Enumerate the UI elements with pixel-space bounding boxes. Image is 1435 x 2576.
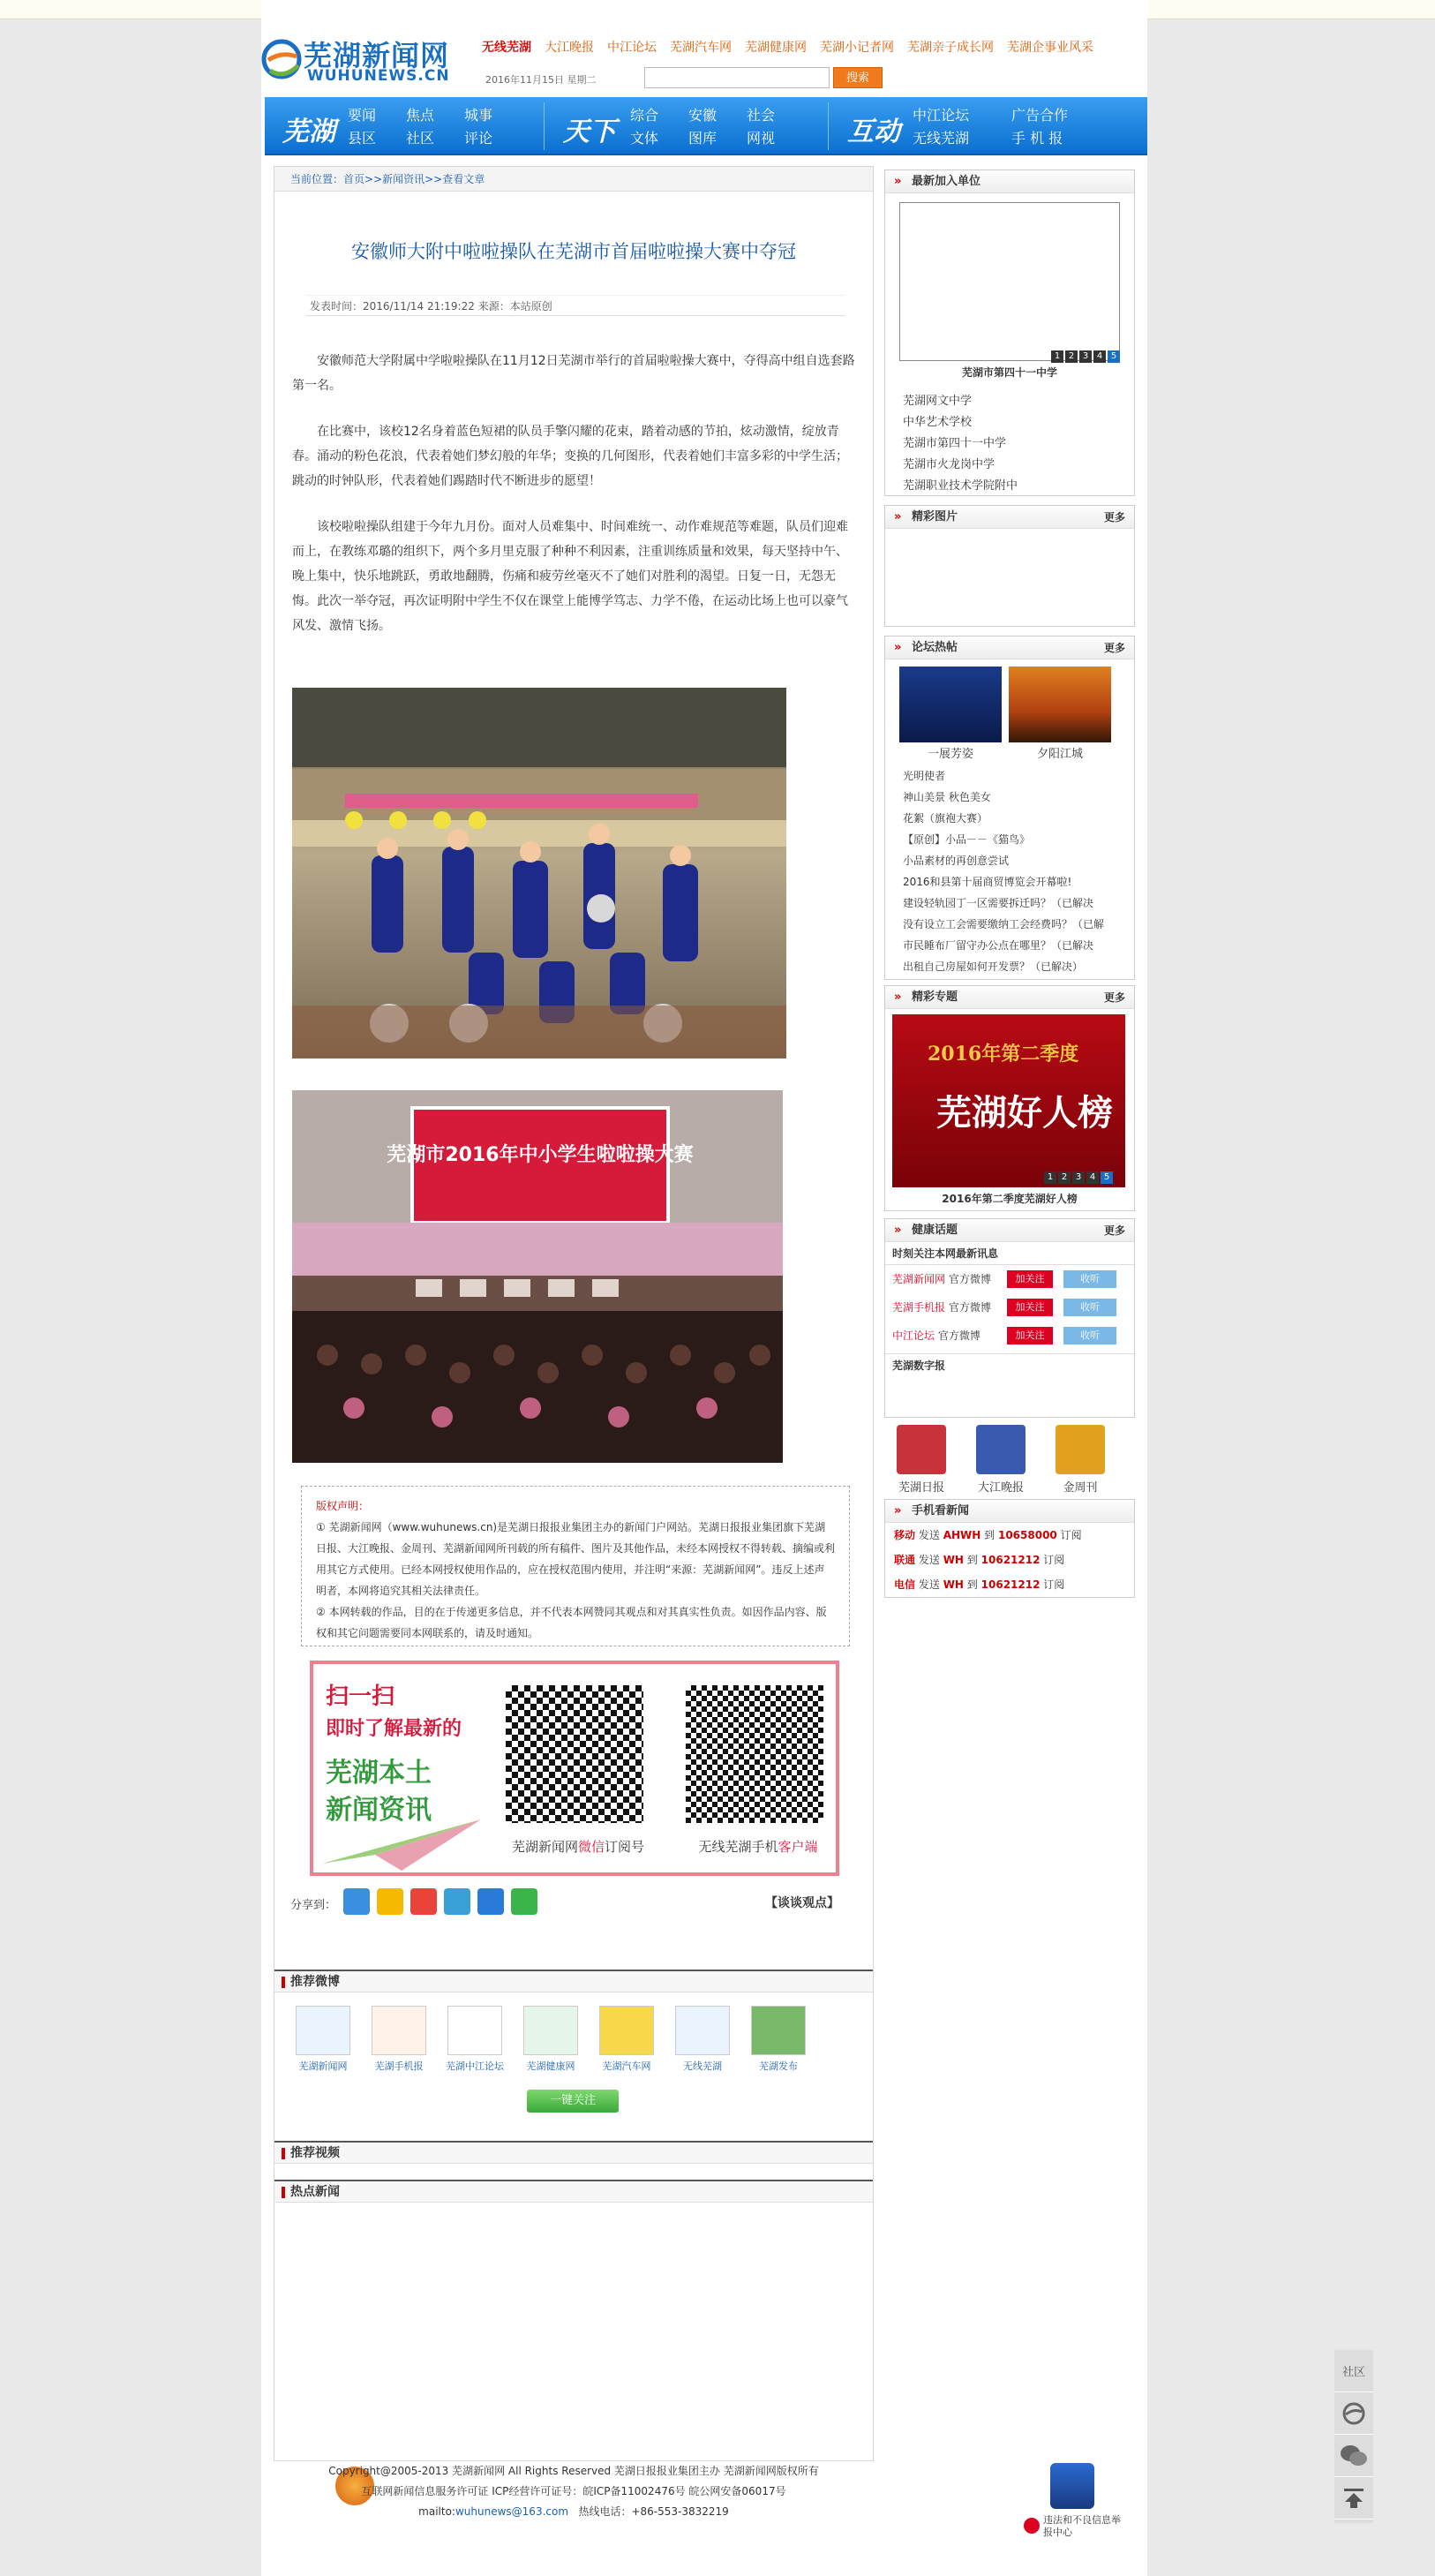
topic-banner[interactable]	[892, 1014, 1125, 1187]
pager-button[interactable]: 2	[1058, 1171, 1071, 1184]
nav-divider	[544, 102, 545, 150]
arrow-icon: »	[894, 990, 902, 1004]
forum-photo-1[interactable]	[899, 667, 1002, 742]
header-link[interactable]: 中江论坛	[607, 41, 657, 55]
digital-title: 芜湖数字报	[885, 1353, 1134, 1376]
qr-caption-wechat: 芜湖新闻网微信订阅号	[511, 1839, 645, 1855]
weibo-item[interactable]: 芜湖手机报	[368, 2006, 430, 2073]
section-weibo	[274, 1970, 873, 1992]
unit-item[interactable]: · 芜湖职业技术学院附中	[903, 476, 1134, 497]
sidebar-photos	[884, 505, 1135, 627]
paper-plane-icon	[322, 1819, 481, 1871]
qr-latest-text: 即时了解最新的	[326, 1718, 462, 1740]
article-title: 安徽师大附中啦啦操队在芜湖市首届啦啦操大赛中夺冠	[351, 241, 796, 262]
digital-paper[interactable]: 金周刊	[1052, 1425, 1108, 1495]
nav-group-wuhu	[348, 104, 522, 150]
logo-e-icon	[261, 35, 302, 79]
share-more-icon[interactable]	[343, 1888, 370, 1915]
unit-list	[885, 391, 1134, 497]
pager-button[interactable]: 3	[1072, 1171, 1085, 1184]
notice-title: 版权声明：	[316, 1500, 370, 1512]
follow-account[interactable]: 芜湖手机报	[892, 1301, 946, 1314]
forum-item[interactable]: · 【原创】小品－－《猫鸟》	[903, 829, 1127, 850]
follow-row	[885, 1265, 1134, 1293]
nav-link[interactable]: 网视	[747, 130, 776, 147]
pager-button[interactable]: 5	[1108, 350, 1120, 363]
share-weibo-icon[interactable]	[410, 1888, 437, 1915]
forum-item[interactable]: · 神山美景 秋色美女	[903, 787, 1127, 808]
nav-link[interactable]: 文体	[630, 130, 659, 147]
nav-link[interactable]: 手 机 报	[1011, 130, 1063, 147]
forum-item[interactable]: · 出租自己房屋如何开发票？（已解决）	[903, 956, 1127, 977]
listen-button[interactable]: 收听	[1063, 1327, 1116, 1344]
sidebar-new-units	[884, 169, 1135, 496]
sidebar-title: 健康话题	[912, 1224, 958, 1237]
article-meta: 发表时间：2016/11/14 21:19:22 来源：本站原创	[306, 295, 845, 316]
e-logo-icon	[1341, 2400, 1367, 2427]
follow-button[interactable]: 加关注	[1007, 1299, 1053, 1316]
more-link[interactable]: 更多	[1103, 1224, 1125, 1237]
nav-link[interactable]: 县区	[348, 130, 377, 147]
forum-item[interactable]: · 市民睡布厂留守办公点在哪里？（已解决	[903, 935, 1127, 956]
article-paragraph: 该校啦啦操队组建于今年九月份。面对人员难集中、时间难统一、动作难规范等难题，队员们迎难而上，在教练邓璐的组织下，两个多月里克服了种种不利因素，注重训练质量和效果，每天坚持中午、晚上集中，快乐地跳跃，勇敢地翻腾，伤痛和疲劳丝毫灭不了她们对胜利的渴望。日复一日，无怨无悔。此次一举夺冠，再次证明附中学生不仅在课堂上能博学笃志、力学不倦，在运动比场上也可以豪气风发、激情飞扬。	[292, 520, 848, 633]
breadcrumb	[274, 167, 873, 192]
forum-list	[885, 765, 1127, 977]
logo-title: 芜湖新闻网	[304, 39, 450, 72]
nav-link[interactable]: 城事	[464, 107, 493, 124]
sms-row: 电信 发送 WH 到 10621212 订阅	[894, 1578, 1065, 1591]
weibo-item[interactable]: 无线芜湖	[672, 2006, 733, 2073]
sidebar-mobile-news	[884, 1499, 1135, 1598]
share-icons	[343, 1888, 537, 1915]
article-photo-ceremony	[292, 1090, 783, 1463]
pager-button[interactable]: 1	[1051, 350, 1063, 363]
sidebar-title: 精彩图片	[912, 510, 958, 523]
more-link[interactable]: 更多	[1103, 511, 1125, 523]
nav-group-tianxia	[630, 104, 805, 150]
weibo-item[interactable]: 芜湖中江论坛	[444, 2006, 506, 2073]
nav-link[interactable]: 中江论坛	[913, 107, 970, 124]
forum-item[interactable]: · 花絮（旗袍大赛）	[903, 808, 1127, 829]
cheerleaders-image	[292, 688, 786, 1058]
arrow-icon: »	[894, 175, 902, 188]
arrow-up-icon	[1342, 2487, 1365, 2510]
nav-group-hudong	[913, 104, 1100, 150]
logo-domain: WUHUNEWS.CN	[307, 67, 450, 85]
follow-row	[885, 1322, 1134, 1350]
back-to-top-icon[interactable]	[1334, 2477, 1373, 2520]
nav-link[interactable]: 广告合作	[1011, 107, 1069, 124]
nav-link[interactable]: 社区	[406, 130, 435, 147]
forum-photo-caption[interactable]: 夕阳江城	[1036, 748, 1083, 761]
pager-button[interactable]: 4	[1086, 1171, 1099, 1184]
article-paragraph: 安徽师范大学附属中学啦啦操队在11月12日芜湖市举行的首届啦啦操大赛中，夺得高中组自选套路第一名。	[292, 354, 855, 393]
nav-link[interactable]: 社会	[747, 107, 776, 124]
more-link[interactable]: 更多	[1103, 642, 1125, 654]
footer-copyright: Copyright@2005-2013 芜湖新闻网 All Rights Reserved 芜湖日报报业集团主办 芜湖新闻网版权所有	[328, 2465, 819, 2477]
follow-all-button[interactable]: 一键关注	[527, 2090, 619, 2113]
header-link[interactable]: 芜湖健康网	[745, 41, 807, 55]
qr-scan-text: 扫一扫	[326, 1683, 395, 1710]
follow-type: 官方微博	[937, 1329, 980, 1342]
header-link[interactable]: 芜湖汽车网	[670, 41, 732, 55]
arrow-icon: »	[894, 1504, 902, 1518]
report-center-badge[interactable]	[1024, 2463, 1130, 2551]
header-link[interactable]: 芜湖小记者网	[820, 41, 894, 55]
share-wechat-icon[interactable]	[511, 1888, 537, 1915]
header-links	[482, 39, 1107, 56]
breadcrumb-label: 当前位置：	[290, 173, 344, 185]
share-tqq-icon[interactable]	[444, 1888, 470, 1915]
pager-button[interactable]: 1	[1044, 1171, 1056, 1184]
follow-type: 官方微博	[948, 1273, 991, 1285]
sidebar-title: 精彩专题	[912, 990, 958, 1004]
follow-button[interactable]: 加关注	[1007, 1270, 1053, 1288]
article-photo-cheerleaders	[292, 688, 786, 1058]
share-qzone-icon[interactable]	[377, 1888, 403, 1915]
header-link[interactable]: 芜湖亲子成长网	[907, 41, 994, 55]
header-link[interactable]: 大江晚报	[545, 41, 594, 55]
sidebar-forum	[884, 636, 1135, 980]
article-panel	[274, 166, 874, 2461]
forum-item[interactable]: · 光明使者	[903, 765, 1127, 787]
header-link[interactable]: 芜湖企事业风采	[1007, 41, 1093, 55]
nav-link[interactable]: 安徽	[688, 107, 718, 124]
report-logo-icon	[1024, 2518, 1040, 2534]
section-hot	[274, 2180, 873, 2203]
sidebar-topics	[884, 985, 1135, 1211]
slideshow-pager	[1049, 350, 1120, 363]
nav-link[interactable]: 评论	[464, 130, 493, 147]
wechat-qr-code	[500, 1680, 649, 1828]
search-input[interactable]	[644, 67, 830, 88]
footer	[274, 2461, 874, 2550]
unit-item[interactable]: · 中华艺术学校	[903, 412, 1134, 433]
unit-item[interactable]: · 芜湖市火龙岗中学	[903, 455, 1134, 476]
breadcrumb-path[interactable]: 首页>>新闻资讯>>查看文章	[343, 173, 485, 185]
footer-contact: mailto:wuhunews@163.com 热线电话：+86-553-3832219	[418, 2505, 729, 2518]
nav-link[interactable]: 焦点	[406, 107, 435, 124]
unit-slideshow-image	[899, 202, 1120, 361]
footer-license: 互联网新闻信息服务许可证 ICP经营许可证号：皖ICP备11002476号 皖公网安备06017号	[361, 2485, 786, 2497]
follow-type: 官方微博	[948, 1301, 991, 1314]
forum-photo-caption[interactable]: 一展芳姿	[927, 748, 973, 761]
comment-link[interactable]: 【谈谈观点】	[765, 1896, 839, 1910]
community-button[interactable]: 社区	[1334, 2350, 1373, 2392]
listen-button[interactable]: 收听	[1063, 1299, 1116, 1316]
follow-account[interactable]: 芜湖新闻网	[892, 1273, 946, 1285]
qr-local-text: 芜湖本土	[326, 1758, 432, 1789]
arrow-icon: »	[894, 641, 902, 654]
nav-divider	[828, 102, 829, 150]
header-link[interactable]: 无线芜湖	[482, 41, 531, 55]
logo-e-icon[interactable]	[1334, 2392, 1373, 2435]
arrow-icon: »	[894, 1224, 902, 1237]
follow-title: 时刻关注本网最新讯息	[885, 1242, 1134, 1265]
copyright-notice	[301, 1486, 850, 1646]
more-link[interactable]: 更多	[1103, 991, 1125, 1004]
nav-logo-wuhu: 芜湖	[282, 117, 335, 147]
app-qr-code	[680, 1680, 829, 1828]
weibo-item[interactable]: 芜湖健康网	[520, 2006, 582, 2073]
follow-row	[885, 1293, 1134, 1322]
follow-button[interactable]: 加关注	[1007, 1327, 1053, 1344]
forum-item[interactable]: · 建设轻轨园丁一区需要拆迁吗？（已解决	[903, 893, 1127, 914]
listen-button[interactable]: 收听	[1063, 1270, 1116, 1288]
section-title: 推荐微博	[290, 1975, 340, 1989]
qr-news-text: 新闻资讯	[326, 1795, 432, 1826]
topic-banner-year: 2016年第二季度	[928, 1043, 1079, 1066]
article-paragraph: 在比赛中，该校12名身着蓝色短裙的队员手擎闪耀的花束，踏着动感的节拍，炫动激情，绽放青春。涌动的粉色花浪，代表着她们梦幻般的年华；变换的几何图形，代表着她们丰富多彩的中学生活；跳动的时钟队形，代表着她们踢踏时代不断进步的愿望！	[292, 425, 848, 488]
topic-banner-title: 芜湖好人榜	[936, 1092, 1113, 1134]
weibo-item[interactable]: 芜湖发布	[748, 2006, 809, 2073]
unit-caption: 芜湖市第四十一中学	[961, 366, 1057, 379]
stage-banner-text: 芜湖市2016年中小学生啦啦操大赛	[387, 1144, 694, 1166]
current-date: 2016年11月15日 星期二	[485, 74, 597, 86]
weibo-item[interactable]: 芜湖新闻网	[292, 2006, 354, 2073]
footer-email-link[interactable]: wuhunews@163.com	[455, 2505, 569, 2518]
wechat-glyph-icon	[1340, 2444, 1368, 2468]
qr-promo-banner	[310, 1661, 839, 1876]
forum-item[interactable]: · 小品素材的再创意尝试	[903, 850, 1127, 871]
main-nav	[265, 97, 1147, 155]
pager-button[interactable]: 5	[1101, 1171, 1113, 1184]
sidebar-health	[884, 1218, 1135, 1418]
sidebar-title: 手机看新闻	[912, 1504, 970, 1518]
section-title: 推荐视频	[290, 2146, 340, 2160]
forum-item[interactable]: · 2016和县第十届商贸博览会开幕啦!	[903, 871, 1127, 893]
report-center-text: 违法和不良信息举报中心	[1043, 2514, 1121, 2538]
qr-caption-app: 无线芜湖手机客户端	[698, 1839, 818, 1855]
ceremony-image	[292, 1090, 783, 1463]
unit-item[interactable]: · 芜湖网文中学	[903, 391, 1134, 412]
pager-button[interactable]: 2	[1065, 350, 1078, 363]
notice-text: ② 本网转载的作品，目的在于传递更多信息，并不代表本网赞同其观点和对其真实性负责。如因作品内容、版权和其它问题需要同本网联系的，请及时通知。	[316, 1606, 827, 1639]
nav-link[interactable]: 要闻	[348, 107, 377, 124]
weibo-item[interactable]: 芜湖汽车网	[596, 2006, 657, 2073]
weibo-list	[292, 2006, 809, 2073]
sms-row: 移动 发送 AHWH 到 10658000 订阅	[894, 1529, 1082, 1541]
nav-logo-hudong: 互动	[847, 117, 900, 147]
forum-item[interactable]: · 没有设立工会需要缴纳工会经费吗？（已解	[903, 914, 1127, 935]
share-renren-icon[interactable]	[477, 1888, 504, 1915]
topic-pager	[1042, 1171, 1113, 1184]
nav-logo-tianxia: 天下	[563, 117, 616, 147]
sidebar-title: 论坛热帖	[912, 641, 958, 654]
forum-photo-2[interactable]	[1009, 667, 1111, 742]
section-title: 热点新闻	[290, 2185, 340, 2199]
search-button[interactable]: 搜索	[833, 67, 883, 88]
digital-paper[interactable]: 大江晚报	[973, 1425, 1029, 1495]
unit-item[interactable]: · 芜湖市第四十一中学	[903, 433, 1134, 455]
sidebar-title: 最新加入单位	[912, 175, 981, 188]
nav-link[interactable]: 无线芜湖	[913, 130, 970, 147]
follow-account[interactable]: 中江论坛	[892, 1329, 935, 1342]
report-badge-icon	[1050, 2463, 1094, 2509]
wechat-icon[interactable]	[1334, 2435, 1373, 2477]
arrow-icon: »	[894, 510, 902, 523]
notice-text: ① 芜湖新闻网（www.wuhunews.cn)是芜湖日报报业集团主办的新闻门户网站。芜湖日报报业集团旗下芜湖日报、大江晚报、金周刊、芜湖新闻网所刊载的所有稿件、图片及其他作品，未经本网授权不得转载、摘编或利用其它方式使用。已经本网授权使用作品的，应在授权范围内使用，并注明“来源：芜湖新闻网”。违反上述声明者，本网将追究其相关法律责任。	[316, 1521, 836, 1597]
floating-toolbar	[1334, 2350, 1373, 2523]
sms-row: 联通 发送 WH 到 10621212 订阅	[894, 1554, 1065, 1566]
site-logo[interactable]	[261, 34, 457, 85]
nav-link[interactable]: 综合	[630, 107, 659, 124]
nav-link[interactable]: 图库	[688, 130, 718, 147]
digital-paper[interactable]: 芜湖日报	[893, 1425, 950, 1495]
share-label: 分享到：	[290, 1899, 337, 1912]
pager-button[interactable]: 3	[1079, 350, 1092, 363]
topic-caption: 2016年第二季度芜湖好人榜	[942, 1193, 1078, 1205]
pager-button[interactable]: 4	[1093, 350, 1106, 363]
section-video	[274, 2141, 873, 2164]
